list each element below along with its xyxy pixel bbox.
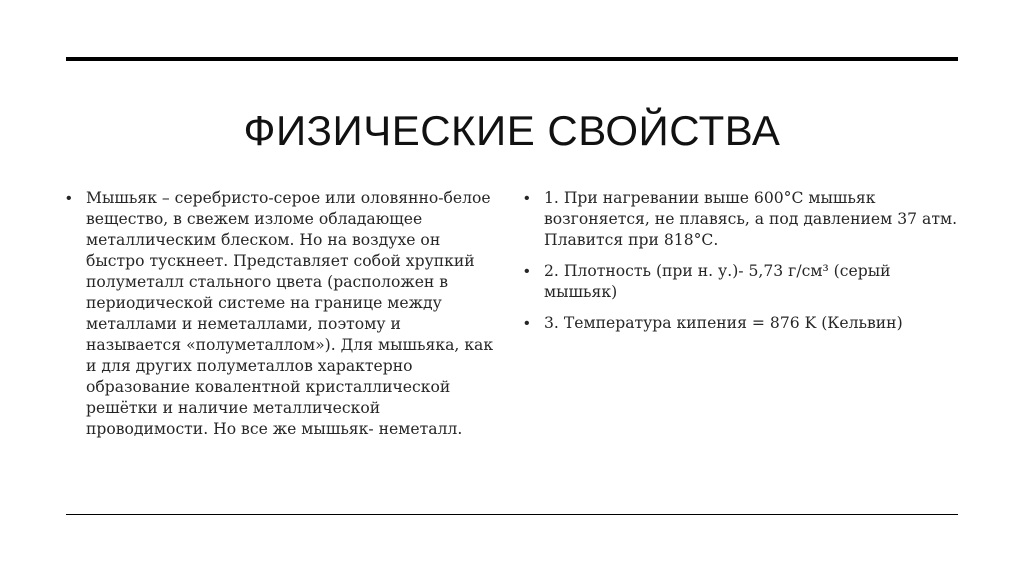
left-column-list — [66, 188, 496, 450]
list-item-text: 1. При нагревании выше 600°С мышьяк возгоняется, не плавясь, а под давлением 37 атм. Плавится при 818°С. — [544, 189, 958, 249]
bullet-icon: • — [524, 263, 530, 280]
list-item — [524, 261, 958, 303]
list-item — [524, 188, 958, 251]
top-rule — [66, 57, 958, 61]
list-item — [524, 313, 958, 334]
list-item-text: 3. Температура кипения = 876 K (Кельвин) — [544, 314, 903, 332]
list-item — [66, 188, 496, 440]
bullet-icon: • — [524, 190, 530, 207]
bottom-rule — [66, 514, 958, 515]
slide-title: ФИЗИЧЕСКИЕ СВОЙСТВА — [243, 107, 781, 154]
right-column-list — [524, 188, 958, 344]
bullet-icon: • — [66, 190, 72, 207]
list-item-text: 2. Плотность (при н. у.)- 5,73 г/см³ (серый мышьяк) — [544, 262, 891, 301]
list-item-text: Мышьяк – серебристо-серое или оловянно-белое вещество, в свежем изломе обладающее металлическим блеском. Но на воздухе он быстро тускнеет. Представляет собой хрупкий полуметалл стального цвета (расположен в периодической системе на границе между металлами и неметаллами, поэтому и называется «полуметаллом»). Для мышьяка, как и для других полуметаллов характерно образование ковалентной кристаллической решётки и наличие металлической проводимости. Но все же мышьяк- неметалл. — [86, 189, 494, 438]
bullet-icon: • — [524, 315, 530, 332]
